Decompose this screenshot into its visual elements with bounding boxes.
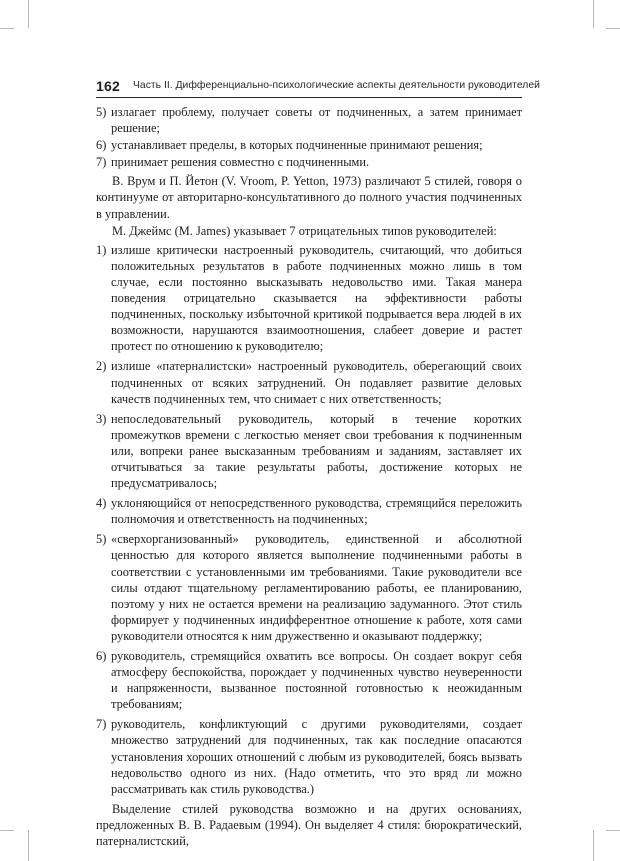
list-item: [96, 104, 522, 136]
crop-mark-bottom-right-h: [606, 830, 620, 831]
list-item-number: 7): [96, 155, 107, 170]
list-item-text: непоследовательный руководитель, который в течение коротких промежутков времени с легкостью меняет свои требования к подчиненным или, вопреки ранее высказанным требованиям и заданиям, заставляет их отчитываться за такие результаты работы, достижение которых не предусматривалось;: [111, 411, 522, 491]
list-item-text: устанавливает пределы, в которых подчиненные принимают решения;: [111, 138, 483, 153]
list-item-number: 4): [96, 496, 107, 511]
list-item-number: 3): [96, 411, 107, 426]
list-item-number: 2): [96, 359, 107, 374]
list-item: [96, 137, 522, 153]
list-item-text: «сверхорганизованный» руководитель, единственной и абсолютной ценностью для которого является выполнение подчиненными работы в соответствии с установленными им требованиями. Такие руководители все силы отдают тщательному регламентированию работы, ее планированию, поэтому у них не остается времени на реализацию задуманного. Этот стиль формирует у подчиненных индифферентное отношение к работе, хотя сами руководители относятся к ним дружественно и оказывают поддержку;: [111, 532, 522, 643]
crop-mark-top-left-h: [0, 28, 14, 29]
list-item-number: 5): [96, 532, 107, 547]
crop-mark-bottom-left-h: [0, 830, 14, 831]
vroom-list: [96, 104, 522, 170]
running-title: Часть II. Дифференциально-психологические аспекты деятельности руководителей: [133, 80, 540, 91]
paragraph-radaev: Выделение стилей руководства возможно и на других основаниях, предложенных В. В. Радаевым (1994). Он выделяет 4 стиля: бюрократический, патерналистский,: [96, 801, 522, 849]
list-item-text: принимает решения совместно с подчиненными.: [111, 155, 370, 170]
list-item: [96, 411, 522, 491]
page-body: [96, 104, 522, 850]
list-item-text: руководитель, стремящийся охватить все вопросы. Он создает вокруг себя атмосферу беспокойства, порождает у подчиненных чувство неуверенности и напряженности, вызванное постоянной готовностью к неожиданным требованиям;: [111, 649, 522, 712]
list-item: [96, 242, 522, 355]
crop-mark-top-right-h: [606, 28, 620, 29]
page-number: 162: [96, 78, 120, 94]
list-item: [96, 648, 522, 712]
list-item-number: 1): [96, 242, 107, 257]
list-item-number: 6): [96, 649, 107, 663]
crop-mark-bottom-right: [593, 830, 594, 861]
paragraph-james: М. Джеймс (M. James) указывает 7 отрицательных типов руководителей:: [112, 223, 497, 238]
list-item-number: 6): [96, 138, 107, 153]
list-item: [96, 495, 522, 527]
crop-mark-bottom-left: [28, 830, 29, 861]
paragraph-vroom: В. Врум и П. Йетон (V. Vroom, P. Yetton, 1973) различают 5 стилей, говоря о континууме от авторитарно-консультативного до полного участия подчиненных в управлении.: [96, 174, 522, 221]
crop-mark-top-left: [28, 0, 29, 28]
list-item-text: руководитель, конфликтующий с другими руководителями, создает множество затруднений для подчиненных, так как последние опасаются установления хороших отношений с любым из руководителей, боясь вызвать недовольство одного из них. (Надо отметить, что это вряд ли можно рассматривать как стиль руководства.): [111, 717, 522, 796]
list-item-number: 5): [96, 105, 107, 119]
list-item: [96, 358, 522, 406]
header-rule: [96, 97, 522, 98]
list-item-text: излише «патерналистски» настроенный руководитель, оберегающий своих подчиненных от всяких затруднений. Он подавляет развитие деловых качеств подчиненных тем, что снимает с них ответственность;: [111, 359, 522, 406]
james-list: [96, 242, 522, 797]
list-item-text: уклоняющийся от непосредственного руководства, стремящийся переложить полномочия и ответственность на подчиненных;: [111, 496, 522, 527]
list-item: [96, 154, 522, 170]
crop-mark-top-right: [593, 0, 594, 28]
list-item: [96, 531, 522, 644]
list-item-text: излагает проблему, получает советы от подчиненных, а затем принимает решение;: [111, 105, 522, 136]
list-item-number: 7): [96, 717, 107, 732]
list-item: [96, 716, 522, 796]
list-item-text: излише критически настроенный руководитель, считающий, что добиться положительных результатов в работе подчиненных можно лишь в том случае, если постоянно высказывать недовольство ими. Такая манера поведения отрицательно сказывается на эффективности работы подчиненных, поскольку избыточной критикой подрывается вера людей в их возможности, нарушаются взаимоотношения, слабеет доверие и растет протест по отношению к руководителю;: [111, 242, 522, 354]
